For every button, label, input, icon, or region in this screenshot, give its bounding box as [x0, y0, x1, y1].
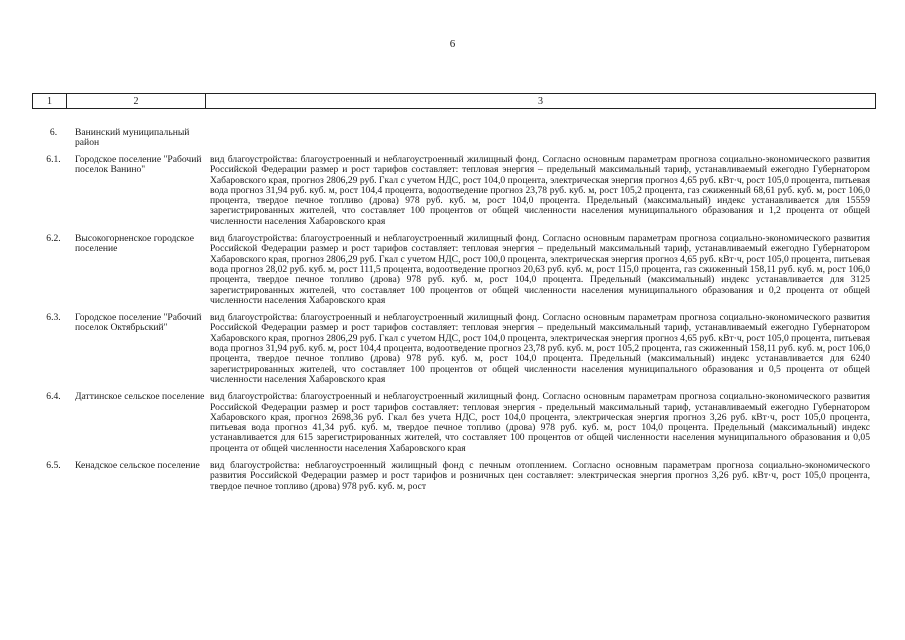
row-number: 6.5.	[46, 460, 61, 472]
settlement-name: Городское поселение "Рабочий поселок Ванино"	[75, 154, 202, 176]
column-header-2: 2	[67, 94, 206, 109]
table-row	[32, 461, 876, 492]
district-description	[210, 128, 870, 155]
row-number: 6.4.	[46, 391, 61, 403]
row-number: 6.1.	[46, 154, 61, 165]
column-header-1: 1	[33, 94, 67, 109]
tariff-description: вид благоустройства: благоустроенный и неблагоустроенный жилищный фонд. Согласно основным параметрам прогноза социально-экономического развития Российской Федерации размер и рост тарифов составляет: тепловая энергия – предельный максимальный тариф, устанавливаемый ежегодно Губернатором Хабаровского края, прогноз 2806,29 руб. Гкал с учетом НДС, рост 100,0 процента, электрическая энергия прогноз 4,65 руб. кВт·ч, рост 105,0 процента, питьевая вода прогноз 28,02 руб. куб. м, рост 111,5 процента, водоотведение прогноз 20,63 руб. куб. м, рост 115,0 процента, газ сжиженный 158,11 руб. куб. м, рост 106,0 процента, твердое печное топливо (дрова) 978 руб. куб. м, рост 104,0 процента. Предельный (максимальный) индекс устанавливается для 3125 зарегистрированных жителей, что составляет 100 процентов от общей численности населения муниципального образования и 0,2 процента от общей численности населения Хабаровского края	[210, 233, 870, 306]
column-header-3: 3	[206, 94, 876, 109]
district-name: Ванинский муниципальный район	[75, 127, 190, 149]
table-row	[32, 155, 876, 227]
settlement-name: Высокогорненское городское поселение	[75, 233, 194, 255]
settlement-name: Городское поселение "Рабочий поселок Октябрьский"	[75, 312, 202, 334]
tariff-description: вид благоустройства: благоустроенный и неблагоустроенный жилищный фонд. Согласно основным параметрам прогноза социально-экономического развития Российской Федерации размер и рост тарифов составляет: тепловая энергия – предельный максимальный тариф, устанавливаемый ежегодно Губернатором Хабаровского края, прогноз 2806,29 руб. Гкал с учетом НДС, рост 104,0 процента, электрическая энергия прогноз 4,65 руб. кВт·ч, рост 105,0 процента, питьевая вода прогноз 31,94 руб. куб. м, рост 104,4 процента, водоотведение прогноз 23,78 руб. куб. м, рост 105,2 процента, газ сжиженный 68,61 руб. куб. м, рост 106,0 процента, твердое печное топливо (дрова) 978 руб. куб. м, рост 104,0 процента. Предельный (максимальный) индекс устанавливается для 15559 зарегистрированных жителей, что составляет 100 процентов от общей численности населения муниципального образования и 1,2 процента от общей численности населения Хабаровского края	[210, 154, 870, 227]
table-row	[32, 392, 876, 454]
row-number: 6.2.	[46, 233, 61, 245]
tariff-description: вид благоустройства: благоустроенный и неблагоустроенный жилищный фонд. Согласно основным параметрам прогноза социально-экономического развития Российской Федерации размер и рост тарифов составляет: тепловая энергия - предельный максимальный тариф, устанавливаемый ежегодно Губернатором Хабаровского края, прогноз 2698,36 руб. Гкал без учета НДС, рост 104,0 процента, электрическая энергия прогноз 3,26 руб. кВт·ч, рост 105,0 процента, питьевая вода прогноз 41,34 руб. куб. м, твердое печное топливо (дрова) 978 руб. куб. м, рост 104,0 процента. Предельный (максимальный) индекс устанавливается для 615 зарегистрированных жителей, что составляет 100 процентов от общей численности населения муниципального образования и 0,05 процента от общей численности населения Хабаровского края	[210, 391, 870, 454]
row-number: 6.3.	[46, 312, 61, 324]
tariff-description: вид благоустройства: неблагоустроенный жилищный фонд с печным отоплением. Согласно основным параметрам прогноза социально-экономического развития Российской Федерации размер и рост тарифов и розничных цен составляет: электрическая энергия прогноз 3,26 руб. кВт·ч, рост 105,0 процента, твердое печное топливо (дрова) 978 руб. куб. м, рост	[210, 460, 870, 492]
column-header-row	[33, 94, 876, 109]
settlement-name: Даттинское сельское поселение	[75, 391, 205, 403]
column-header-table	[32, 93, 876, 109]
tariff-description: вид благоустройства: благоустроенный и неблагоустроенный жилищный фонд. Согласно основным параметрам прогноза социально-экономического развития Российской Федерации размер и рост тарифов составляет: тепловая энергия – предельный максимальный тариф, устанавливаемый ежегодно Губернатором Хабаровского края, прогноз 2806,29 руб. Гкал с учетом НДС, рост 104,0 процента, электрическая энергия прогноз 4,65 руб. кВт·ч, рост 105,0 процента, питьевая вода прогноз 31,94 руб. куб. м, рост 104,4 процента, водоотведение прогноз 23,78 руб. куб. м, рост 105,2 процента, газ сжиженный 158,11 руб. куб. м, рост 106,0 процента, твердое печное топливо (дрова) 978 руб. куб. м, рост 104,0 процента. Предельный (максимальный) индекс устанавливается для 6240 зарегистрированных жителей, что составляет 100 процентов от общей численности населения муниципального образования и 0,5 процента от общей численности населения Хабаровского края	[210, 312, 870, 385]
settlement-name: Кенадское сельское поселение	[75, 460, 200, 472]
district-number: 6.	[49, 127, 58, 138]
document-content	[32, 128, 876, 492]
district-row	[32, 128, 876, 155]
page-number: 6	[449, 38, 456, 50]
table-row	[32, 234, 876, 306]
table-row	[32, 313, 876, 385]
